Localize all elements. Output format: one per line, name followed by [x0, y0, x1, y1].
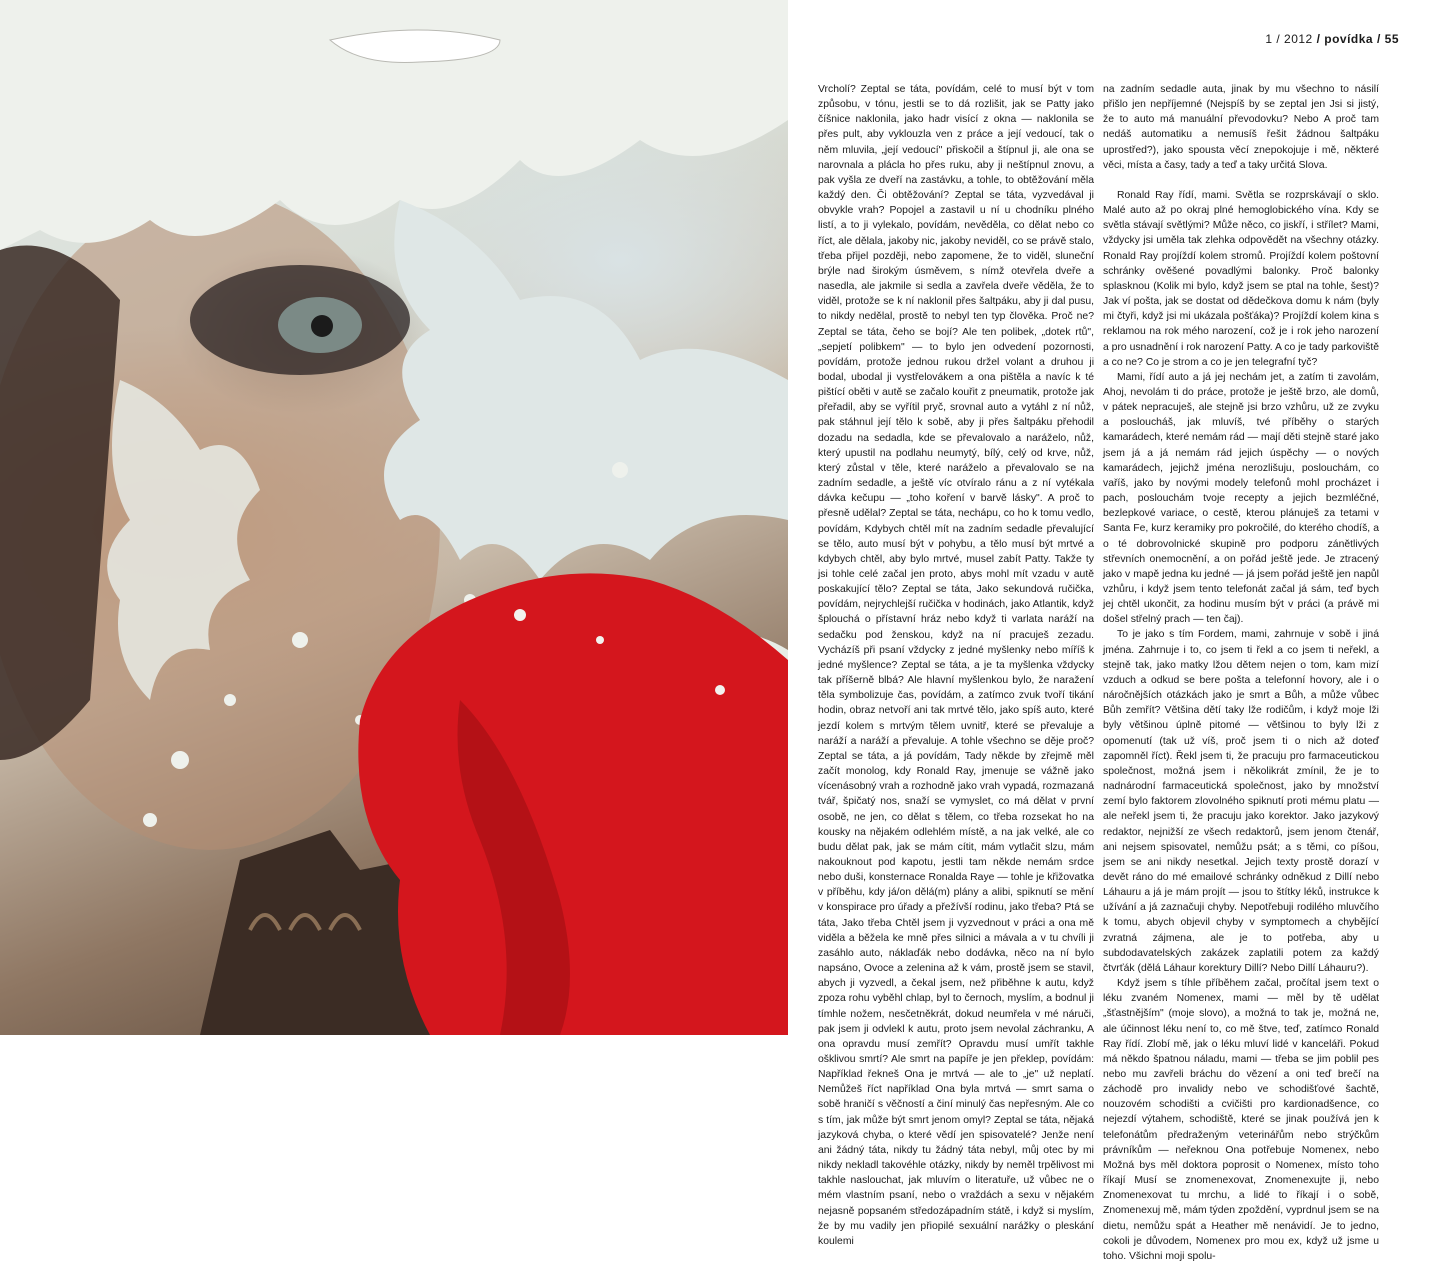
fleck: [224, 694, 236, 706]
folio-separator: /: [1376, 32, 1381, 46]
fleck: [514, 609, 526, 621]
fleck: [596, 636, 604, 644]
paragraph: Mami, řídí auto a já jej nechám jet, a zatím ti zavolám, Ahoj, nevolám ti do práce, protože je ještě brzo, ale domů, v pátek nepracuješ, ale stejně jsi brzo vzhůru, už ze zvyku a posloucháš, jak mluvíš, tvé příběhy o starých kamarádech, které nemám rád — mají děti stejně staré jako jsem já a já nemám rád jejich úspěchy — o nových kamarádech, jejichž jména nerozlišuju, poslouchám, co vaříš, jako by novými modely telefonů mohl procházet i pach, poslouchám tvoje recepty a jejich bezmléčné, bezlepkové variace, o cestě, kterou plánuješ za tetami v Santa Fe, kurz keramiky pro pokročilé, do kterého chodíš, a o té dobrovolnické skupině pro podporu zánětlivých střevních onemocnění, a on pořád ještě jede. Je ztracený jako v mapě jedna ku jedné — já jsem pořád ještě jen napůl vzhůru, i když jsem tento telefonát začal já sám, teď bych jej chtěl ukončit, za hodinu musím být v práci (a právě mi došel střelný prach — ten čaj).: [1103, 371, 1379, 626]
magazine-section: povídka: [1324, 32, 1374, 46]
fleck: [171, 751, 189, 769]
page-folio: [1265, 32, 1399, 46]
folio-separator: /: [1316, 32, 1321, 46]
paragraph: na zadním sedadle auta, jinak by mu všechno to násilí přišlo jen nepříjemné (Nejspíš by se zeptal jen Jsi si jistý, že to auto má manuální převodovku? Nebo A proč tam nedáš automatiku a nemusíš řešit žádnou šaltpáku uprostřed?), jako spousta věcí znepokojuje i mě, některé věci, místa a časy, tady a teď a taky určitá Slova.: [1103, 84, 1379, 171]
text-column-1: [818, 82, 1094, 1249]
fleck: [143, 813, 157, 827]
torn-paper-mid: [384, 200, 788, 580]
paragraph: Vrcholí? Zeptal se táta, povídám, celé to musí být v tom způsobu, v tónu, jestli se to dá rozlišit, jak se Patty jako číšnice naklonila, jako hadr visící z okna — naklonila se přes pult, aby vyklouzla ven z práce a její vedoucí, tak o něm mluvila, „její vedoucí" přiskočil a štípnul ji, ale ona se narovnala a plácla ho přes ruku, aby ji neštípnul znovu, a pak vyšla ze dveří na zastávku, a tohle, to obtěžování měla každý den. Či obtěžování? Zeptal se táta, vyzvedával ji obvykle vrah? Popojel a zastavil u ní u chodníku plného listí, a to ji vylekalo, povídám, nevěděla, co dělat nebo co říct, ale dělala, jakoby nic, jakoby neviděl, co se právě stalo, třeba přijel později, nebo zapomene, že to viděl, sluneční brýle nad širokým úsměvem, s nímž otevřela dveře a nasedla, ale jakmile si sedla a zavřela dveře věděla, že to viděl, protože se k ní naklonil přes šaltpáku, aby ji dal pusu, to nikdy nedělal, prostě to nebyl ten typ člověka. Proč ne? Zeptal se táta, čeho se bojí? Ale ten polibek, „dotek rtů", „sepjetí polibkem" — to bylo jen odvedení pozornosti, povídám, protože jednou rukou držel volant a druhou ji bodal, ubodal ji vystřelovákem a ona pištěla a navíc k té pištící oběti v autě se začalo kouřit z pneumatik, protože jak přeřadil, aby se vyřítil pryč, srovnal auto a vytáhl z ní nůž, pak stáhnul její tělo k sobě, aby ji přes šaltpáku přehodil dozadu na sedadla, kde se převalovalo a naráželo, nůž, který upustil na podlahu neumytý, bílý, celý od krve, nůž, který zůstal v těle, které naráželo a převalovalo se na zadním sedadle, a ještě víc otvíralo ránu a z ní vytékala dávka kečupu — „toho koření v barvě lásky". A proč to přesně udělal? Zeptal se táta, nechápu, co ho k tomu vedlo, povídám, Kdybych chtěl mít na zadním sedadle převalující se tělo, auto musí být v pohybu, a tělo musí být mrtvé a kdybych chtěl, aby bylo mrtvé, musel zabít Patty. Takže ty jsi tohle celé začal jen proto, abys mohl mít vzadu v autě poskakující tělo? Zeptal se táta, Jako sekundová ručička, povídám, nejrychlejší ručička v hodinách, jako Atlantik, když šplouchá o přístavní hráz nebo když ti varlata naráží na sedačku pod ženskou, když na ní pracuješ zezadu. Vycházíš při psaní vždycky z jedné myšlenky nebo míříš k jedné myšlence? Zeptal se táta, a je ta myšlenka vždycky tak příšerně blbá? Ale hlavní myšlenkou bylo, že naražení těla symbolizuje čas, povídám, a zatímco zvuk tvoří tikání hodin, obraz netvoří ani tak mrtvé tělo, jako spíš auto, které jezdí kolem s mrtvým tělem uvnitř, které se převaluje a naráží a naráží a převaluje. A tohle všechno se děje proč? Zeptal se táta, a já povídám, Tady někde by zřejmě měl začít monolog, kdy Ronald Ray, jmenuje se vážně jako vícenásobný vrah a rozhodně jako vrah vypadá, rozmazaná tvář, špičatý nos, snaží se vymyslet, co má dělat v první osobě, ne jen, co dělat s tělem, co třeba rozsekat ho na kousky na nějakém odlehlém místě, a na jak velké, ale co budu dělat pak, jak se mám cítit, mám vytlačit slzu, mám nakouknout pod kapotu, jestli tam někde nemám srdce nebo duši, konsternace Ronalda Raye — tohle je křižovatka v příběhu, kdy já/on dělá(m) plány a alibi, spiknutí se mění v konspirace pro úřady a přežívší rodinu, jako třeba? Ptá se táta, Jako třeba Chtěl jsem ji vyzvednout v práci a ona mě viděla a běžela ke mně přes silnici a mávala a v tu chvíli ji zasáhlo auto, náklaďák nebo dodávka, něco na ní bylo napsáno, Ovoce a zelenina až k vám, prostě jsem se stavil, abych ji vyzvedl, a čekal jsem, než přiběhne k autu, když zpoza rohu vyběhl chlap, byl to černoch, myslím, a bodnul ji tímhle nožem, nesčetněkrát, dokud neumřela v mé náruči, pak jsem ji odvlekl k autu, proto jsem nevolal záchranku, A ona opravdu musí zemřít? Opravdu musí umřít takhle ošklivou smrtí? Ale smrt na papíře je jen překlep, povídám: Například řekneš Ona je mrtvá — ale to „je" už neplatí. Nemůžeš říct například Ona byla mrtvá — smrt sama o sobě hraničí s věčností a činí minulý čas nepřesným. Ale co s tím, jak může být smrt jenom omyl? Zeptal se táta, nějaká jazyková chyba, o které vědí jen spisovatelé? Jenže není ani žádný táta, nikdy tu žádný táta nebyl, můj otec by mi nikdy nekladl takovéhle otázky, nikdy by neměl trpělivost mi takhle naslouchat, jak mluvím o literatuře, už vůbec ne o mém vlastním psaní, nebo o vraždách a sexu v nějakém nejasně popsaném středozápadním státě, i když si myslím, že by mu vadily jen přiopilé sexuální narážky o pleskání koulemi: [818, 84, 1094, 1247]
eye-pupil: [311, 315, 333, 337]
text-column-2: [1103, 82, 1379, 1264]
fleck: [292, 632, 308, 648]
page-number: 55: [1384, 32, 1399, 46]
collage-photo: [0, 0, 788, 1035]
fleck: [612, 462, 628, 478]
paragraph: To je jako s tím Fordem, mami, zahrnuje v sobě i jiná jména. Zahrnuje i to, co jsem ti řekl a co jsem ti neřekl, a stejně tak, jako matky lžou dětem nejen o tom, kam mizí vzduch a odkud se bere pošta a telefonní hovory, ale i o náročnějších otázkách jako je smrt a Bůh, a může vůbec Bůh zemřít? Většina dětí taky lže rodičům, i když moje lži byly většinou úplně pitomé — většinou to byly lži z opomenutí (tak už víš, proč jsem ti o nich až doteď zapomněl říct). Řekl jsem ti, že pracuju pro farmaceutickou společnost, možná jsem i několikrát zmínil, že je to nadnárodní farmaceutická společnost, jako by množství zemí bylo faktorem zlovolného spiknutí proti mému platu — ale neřekl jsem ti, že pracuju jako korektor. Jako jazykový redaktor, nejnižší ze všech redaktorů, jsem jenom čtenář, ani nejsem spisovatel, nemůžu psát; a s těmi, co píšou, jsem se ani nikdy nesetkal. Jejich texty prostě dorazí v devět ráno do mé emailové schránky odněkud z Dillí nebo Láhauru a já je mám projít — jsou to štítky léků, instrukce k užívání a já zaznačuji chyby. Nepotřebuji rodilého mluvčího k tomu, abych objevil chyby v symptomech a chybějící zvratná zájmena, ale je to potřeba, aby u subdodavatelských zakázek zaplatili potem za každý čtvrťák (dělá Láhaur korektury Dillí? Nebo Dillí Láhauru?).: [1103, 629, 1379, 974]
paragraph: Ronald Ray řídí, mami. Světla se rozprskávají o sklo. Malé auto až po okraj plné hemoglobického vína. Kdy se světla stávají světlými? Může něco, co jiskří, i střílet? Mami, vždycky jsi uměla tak zlehka odpovědět na všechny otázky. Ronald Ray projíždí kolem stromů. Projíždí kolem poštovní schránky ověšené povadlými balonky. Proč balonky splasknou (Kolik mi bylo, když jsem se ptal na tohle, šest)? Jak ví pošta, jak se dostat od dědečkova domu k nám (byly mi čtyři, když jsi mi ukázala pošťáka)? Projíždí kolem kina s reklamou na rok mého narození, což je i rok jeho narození a pro usnadnění i rok narození Patty. A co je tady parkoviště a co ne? Co je strom a co je jen telegrafní tyč?: [1103, 189, 1379, 368]
paragraph: Když jsem s tíhle příběhem začal, pročítal jsem text o léku zvaném Nomenex, mami — měl by tě udělat „šťastnějším" (moje slovo), a možná to tak je, možná ne, ale účinnost léku není to, co mě štve, teď, zatímco Ronald Ray řídí. Zlobí mě, jak o léku mluví lidé v kanceláři. Pokud má někdo špatnou náladu, mami — třeba se jim poblil pes nebo mu zavřeli bráchu do vězení a oni teď brečí na záchodě pro invalidy nebo ve schodišťové šachtě, nouzovém schodišti a cvičišti pro kardionadšence, co nejezdí výtahem, schodiště, které se jinak používá jen k telefonátům předraženým veterinářům nebo strýčkům právníkům — neřeknou Ona potřebuje Nomenex, nebo Možná bys měl doktora poprosit o Nomenex, místo toho říkají Musí se znomenexovat, Znomenexujte ji, nebo Znomenexovat tu mrchu, a lidé to říkají i o sobě, Znomenexuj mě, mám týden zpoždění, vyprdnul jsem se na dietu, nemůžu spát a Heather mě nenávidí. Je to jedno, cokoli je důvodem, Nomenex pro mou ex, když už jsme u toho. Všichni moji spolu-: [1103, 978, 1379, 1262]
fleck: [715, 685, 725, 695]
red-fabric: [358, 573, 788, 1035]
issue-number: 1 / 2012: [1265, 32, 1313, 46]
collage-artwork: [0, 0, 788, 1035]
